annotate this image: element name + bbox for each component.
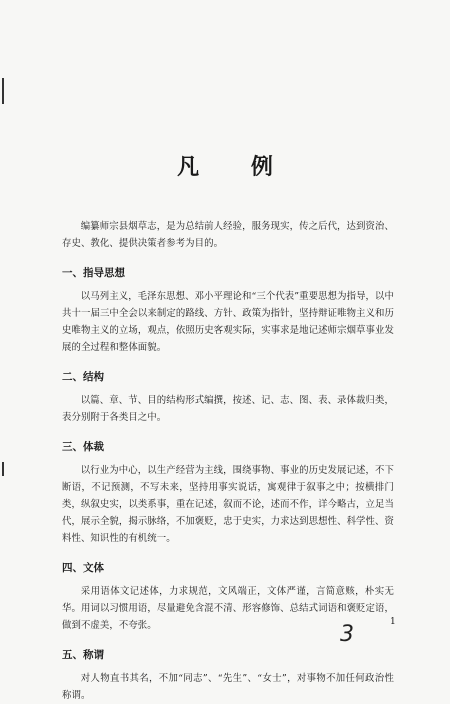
page-number: 1 <box>390 617 396 627</box>
section-heading-genre: 三、体裁 <box>62 441 104 453</box>
section-heading-appellation: 五、称谓 <box>62 649 104 661</box>
section-body-style: 采用语体文记述体，力求规范，文风端正，文体严谨，言简意赅，朴实无华。用词以习惯用语，尽量避免含混不清、形容修饰、总结式词语和褒贬定语，做到不虚美，不夸张。 <box>62 586 394 631</box>
section-body-genre: 以行业为中心，以生产经营为主线，围绕事物、事业的历史发展记述，不下断语，不记预测，不写未来，坚持用事实说话，寓观律于叙事之中；按横排门类，纵叙史实，以类系事，重在记述，叙而不论，述而不作，详今略古，立足当代，展示全貌，揭示脉络，不加褒贬，忠于史实，力求达到思想性、科学性、资料性、知识性的有机统一。 <box>62 465 394 544</box>
section-heading-style: 四、文体 <box>62 562 104 574</box>
scan-edge-mark <box>2 78 4 104</box>
section-heading-guiding-ideology: 一、指导思想 <box>62 267 125 279</box>
section-body-guiding-ideology: 以马列主义，毛泽东思想、邓小平理论和“三个代表”重要思想为指导，以中共十一届三中全会以来制定的路线、方针、政策为指针，坚持辩证唯物主义和历史唯物主义的立场，观点，依照历史客观实际，实事求是地记述师宗烟草事业发展的全过程和整体面貌。 <box>62 291 394 353</box>
section-body-appellation: 对人物直书其名，不加“同志”、“先生”、“女士”，对事物不加任何政治性称谓。 <box>62 673 394 701</box>
page-title: 凡 例 <box>177 154 295 180</box>
handwritten-mark: 3 <box>340 622 354 647</box>
scan-edge-mark <box>2 462 4 476</box>
section-body-structure: 以篇、章、节、目的结构形式编撰，按述、记、志、图、表、录体裁归类，表分别附于各类目之中。 <box>62 395 394 423</box>
intro-paragraph: 编纂师宗县烟草志，是为总结前人经验，服务现实，传之后代，达到资治、存史、教化、提供决策者参考为目的。 <box>62 221 394 249</box>
section-heading-structure: 二、结构 <box>62 371 104 383</box>
